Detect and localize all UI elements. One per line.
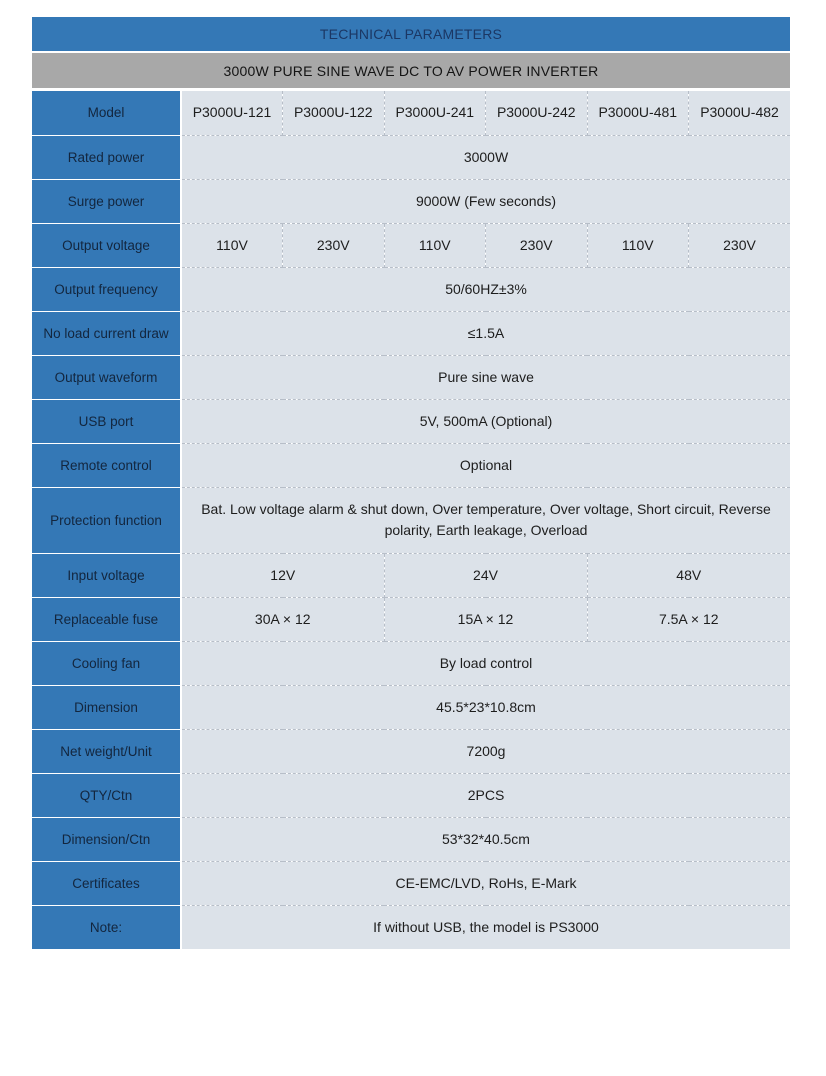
value-cell: 15A × 12 (384, 597, 587, 641)
row-label-input-voltage: Input voltage (32, 553, 181, 597)
row-label-certificates: Certificates (32, 861, 181, 905)
row-label-protection-function: Protection function (32, 487, 181, 553)
table-row-dimension-ctn (32, 817, 790, 861)
table-row-net-weight-unit (32, 729, 790, 773)
value-cell: 110V (587, 223, 689, 267)
table-row-note (32, 905, 790, 949)
value-cell: 48V (587, 553, 790, 597)
table-row-remote-control (32, 443, 790, 487)
table-title: TECHNICAL PARAMETERS (32, 17, 790, 51)
table-row-cooling-fan (32, 641, 790, 685)
value-cell: 5V, 500mA (Optional) (181, 399, 790, 443)
row-label-cooling-fan: Cooling fan (32, 641, 181, 685)
table-row-output-frequency (32, 267, 790, 311)
table-row-replaceable-fuse (32, 597, 790, 641)
value-cell: Optional (181, 443, 790, 487)
value-cell: P3000U-241 (384, 91, 486, 135)
value-cell: P3000U-121 (181, 91, 283, 135)
value-cell: 230V (689, 223, 791, 267)
table-row-rated-power (32, 135, 790, 179)
value-cell: 24V (384, 553, 587, 597)
table-row-protection-function (32, 487, 790, 553)
row-label-remote-control: Remote control (32, 443, 181, 487)
row-label-output-frequency: Output frequency (32, 267, 181, 311)
row-label-model: Model (32, 91, 181, 135)
table-row-no-load-current-draw (32, 311, 790, 355)
value-cell: P3000U-122 (283, 91, 385, 135)
value-cell: 12V (181, 553, 384, 597)
row-label-rated-power: Rated power (32, 135, 181, 179)
value-cell: P3000U-482 (689, 91, 791, 135)
row-label-no-load-current-draw: No load current draw (32, 311, 181, 355)
value-cell: 45.5*23*10.8cm (181, 685, 790, 729)
value-cell: 110V (181, 223, 283, 267)
value-cell: 3000W (181, 135, 790, 179)
value-cell: 7200g (181, 729, 790, 773)
table-row-output-waveform (32, 355, 790, 399)
value-cell: Bat. Low voltage alarm & shut down, Over temperature, Over voltage, Short circuit, Reverse polarity, Earth leakage, Overload (181, 487, 790, 553)
spec-table-body (32, 91, 790, 949)
row-label-dimension: Dimension (32, 685, 181, 729)
row-label-usb-port: USB port (32, 399, 181, 443)
value-cell: 53*32*40.5cm (181, 817, 790, 861)
value-cell: 230V (283, 223, 385, 267)
table-row-dimension (32, 685, 790, 729)
table-row-usb-port (32, 399, 790, 443)
value-cell: P3000U-242 (486, 91, 588, 135)
value-cell: 2PCS (181, 773, 790, 817)
value-cell: 110V (384, 223, 486, 267)
value-cell: Pure sine wave (181, 355, 790, 399)
table-row-qty-ctn (32, 773, 790, 817)
value-cell: If without USB, the model is PS3000 (181, 905, 790, 949)
technical-parameters-table (32, 17, 790, 949)
row-label-replaceable-fuse: Replaceable fuse (32, 597, 181, 641)
value-cell: 30A × 12 (181, 597, 384, 641)
table-row-surge-power (32, 179, 790, 223)
row-label-note: Note: (32, 905, 181, 949)
value-cell: 9000W (Few seconds) (181, 179, 790, 223)
table-row-output-voltage (32, 223, 790, 267)
row-label-net-weight-unit: Net weight/Unit (32, 729, 181, 773)
table-subtitle: 3000W PURE SINE WAVE DC TO AV POWER INVERTER (32, 53, 790, 88)
table-row-input-voltage (32, 553, 790, 597)
value-cell: 7.5A × 12 (587, 597, 790, 641)
value-cell: 50/60HZ±3% (181, 267, 790, 311)
value-cell: CE-EMC/LVD, RoHs, E-Mark (181, 861, 790, 905)
table-row-certificates (32, 861, 790, 905)
value-cell: By load control (181, 641, 790, 685)
spec-table (32, 91, 790, 949)
table-row-model (32, 91, 790, 135)
value-cell: 230V (486, 223, 588, 267)
value-cell: P3000U-481 (587, 91, 689, 135)
row-label-surge-power: Surge power (32, 179, 181, 223)
row-label-output-waveform: Output waveform (32, 355, 181, 399)
row-label-dimension-ctn: Dimension/Ctn (32, 817, 181, 861)
value-cell: ≤1.5A (181, 311, 790, 355)
row-label-output-voltage: Output voltage (32, 223, 181, 267)
row-label-qty-ctn: QTY/Ctn (32, 773, 181, 817)
